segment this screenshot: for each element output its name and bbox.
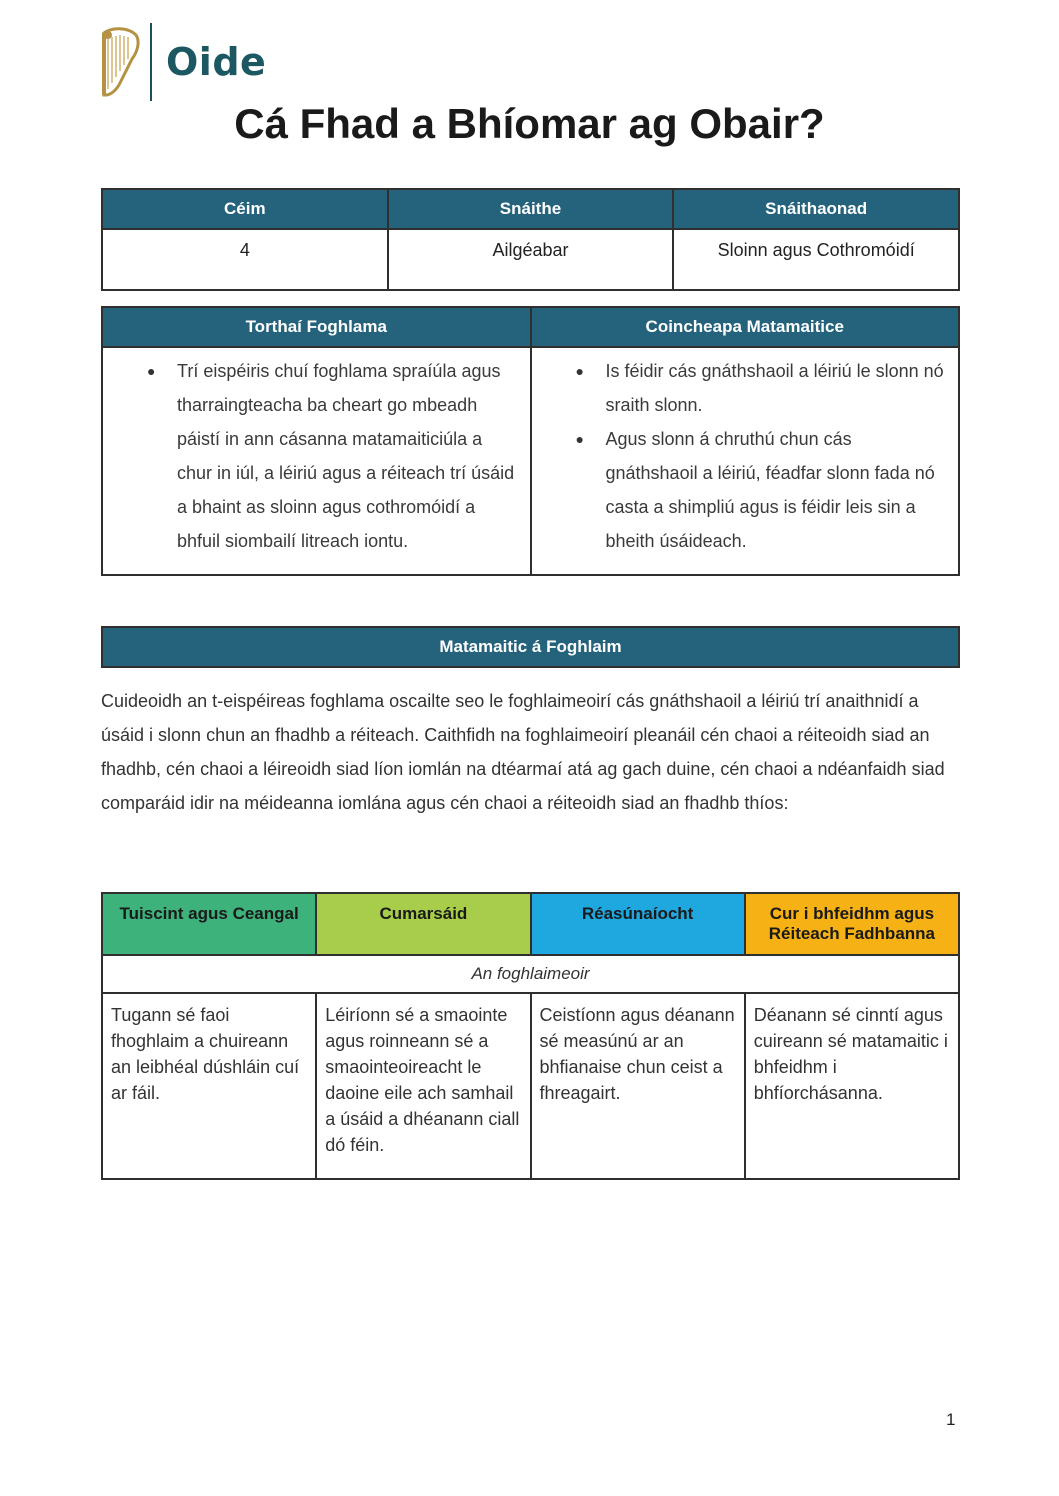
learning-outcomes-cell: [102, 347, 531, 575]
learning-paragraph: Cuideoidh an t-eispéireas foghlama oscailte seo le foghlaimeoirí cás gnáthshaoil a léiriú trí anaithnidí a úsáid i slonn chun an fhadhb a réiteach. Caithfidh na foghlaimeoirí pleanáil cén chaoi a réiteoidh siad an fhadhb, cén chaoi a léireoidh siad líon iomlán na dtéarmaí atá ag gach duine, cén chaoi a ndéanfaidh siad comparáid idir na méideanna iomlána agus cén chaoi a réiteoidh siad an fhadhb thíos:: [101, 691, 945, 813]
value-snaithe: Ailgéabar: [388, 229, 674, 290]
learning-section-header: [101, 626, 960, 668]
header-snaithe: Snáithe: [388, 189, 674, 229]
list-item: ● Agus slonn á chruthú chun cás gnáthshaoil a léiriú, féadfar slonn fada nó casta a shimpliú agus is féidir leis sin a bheith úsáideach.: [606, 422, 945, 558]
header-snaithaonad: Snáithaonad: [673, 189, 959, 229]
info-table: [101, 188, 960, 291]
skills-table: [101, 892, 960, 1180]
logo-divider: [150, 23, 152, 101]
logo-text: Oide: [166, 40, 267, 84]
header-reasoning: Réasúnaíocht: [531, 893, 745, 955]
header-ceim: Céim: [102, 189, 388, 229]
bullet-icon: ●: [147, 363, 156, 379]
outcomes-table: [101, 306, 960, 576]
harp-icon: [98, 25, 142, 99]
page-title: Cá Fhad a Bhíomar ag Obair?: [234, 100, 825, 147]
header-understanding: Tuiscint agus Ceangal: [102, 893, 316, 955]
bullet-icon: ●: [575, 431, 584, 447]
list-item: ● Trí eispéiris chuí foghlama spraíúla agus tharraingteacha ba cheart go mbeadh páistí in ann cásanna matamaiticiúla a chur in iúl, a léiriú agus a réiteach trí úsáid a bhaint as sloinn agus cothromóidí a bhfuil siombailí litreach iontu.: [177, 354, 516, 558]
page-number: 1: [946, 1410, 956, 1429]
header-problem-solving: Cur i bhfeidhm agus Réiteach Fadhbanna: [745, 893, 959, 955]
desc-problem-solving: Déanann sé cinntí agus cuireann sé matamaitic i bhfeidhm i bhfíorchásanna.: [745, 993, 959, 1179]
desc-understanding: Tugann sé faoi fhoghlaim a chuireann an leibhéal dúshláin cuí ar fáil.: [102, 993, 316, 1179]
math-concepts-cell: [531, 347, 960, 575]
section-heading: Matamaitic á Foghlaim: [102, 627, 959, 667]
desc-reasoning: Ceistíonn agus déanann sé measúnú ar an bhfianaise chun ceist a fhreagairt.: [531, 993, 745, 1179]
header-math-concepts: Coincheapa Matamaitice: [531, 307, 960, 347]
desc-communication: Léiríonn sé a smaointe agus roinneann sé a smaointeoireacht le daoine eile ach samhail a úsáid a dhéanann ciall dó féin.: [316, 993, 530, 1179]
bullet-icon: ●: [575, 363, 584, 379]
learner-label: An foghlaimeoir: [102, 955, 959, 993]
header-communication: Cumarsáid: [316, 893, 530, 955]
oide-logo: [98, 22, 266, 102]
header-learning-outcomes: Torthaí Foghlama: [102, 307, 531, 347]
value-snaithaonad: Sloinn agus Cothromóidí: [673, 229, 959, 290]
value-ceim: 4: [102, 229, 388, 290]
list-item: ● Is féidir cás gnáthshaoil a léiriú le slonn nó sraith slonn.: [606, 354, 945, 422]
